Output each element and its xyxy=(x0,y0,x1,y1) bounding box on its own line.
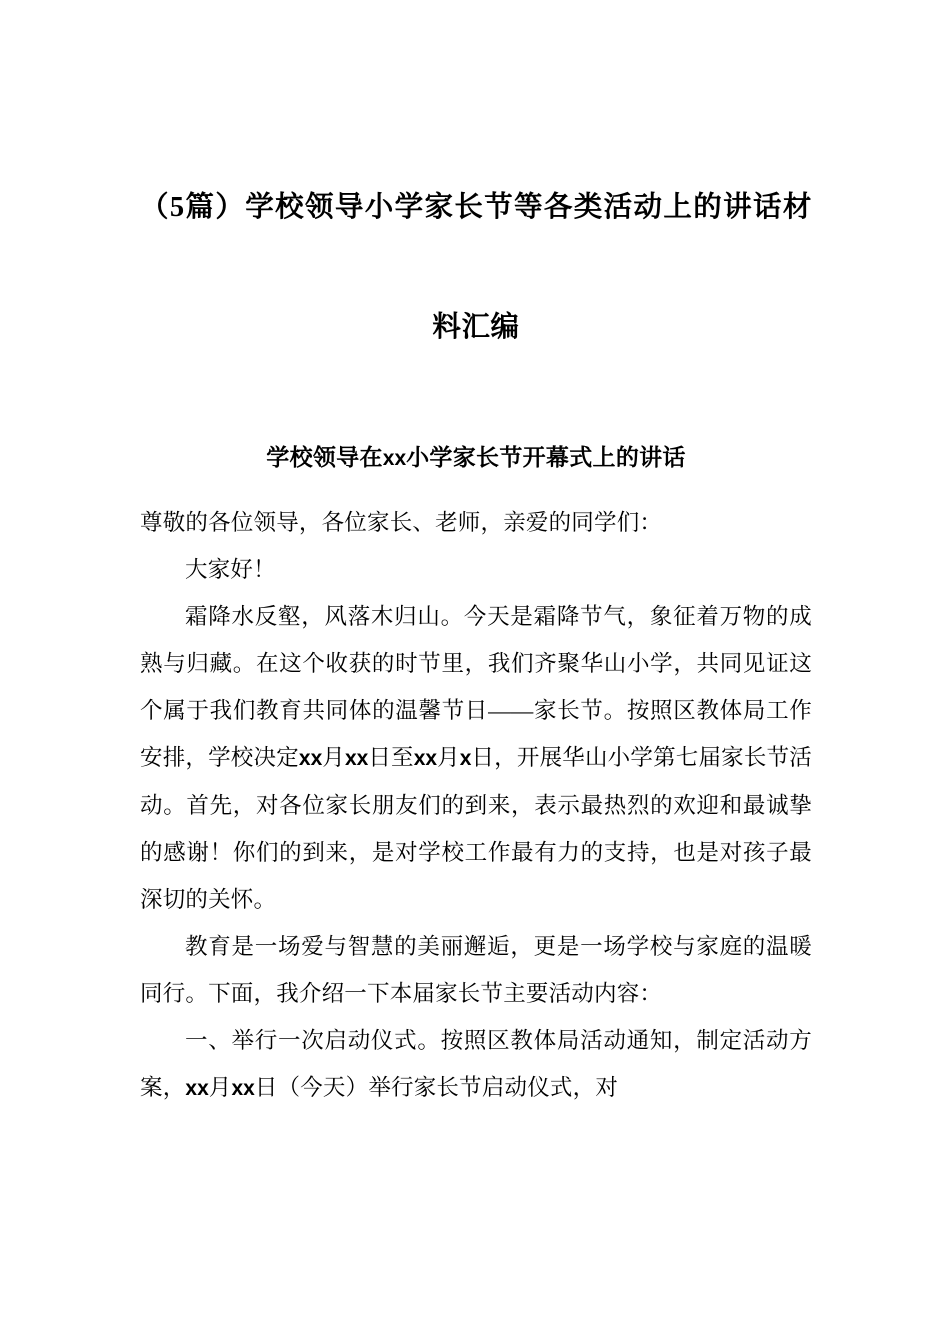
text-run: 霜降水反壑，风落木归山。今天是霜降节气，象征着万物的成熟与归藏。在这个收获的时节里，我们齐聚华山小学，共同见证这个属于我们教育共同体的温馨节日——家长节。按照区教体局工作安排，学校决定 xyxy=(140,604,812,770)
paragraph-salutation: 尊敬的各位领导，各位家长、老师，亲爱的同学们： xyxy=(140,510,663,535)
section-heading-placeholder: xx xyxy=(382,447,407,470)
text-run: 日（今天）举行家长节启动仪式，对 xyxy=(254,1075,619,1100)
text-run: 月 xyxy=(208,1075,232,1100)
placeholder-token: xx xyxy=(344,747,369,770)
text-run: 一、举行一次启动仪式。按照区教体局活动通知，制定活动方案， xyxy=(140,1028,812,1100)
text-run: 日，开展华山小学第七届家长节活动。首先，对各位家长朋友们的到来，表示最热烈的欢迎和最诚挚的感谢！你们的到来，是对学校工作最有力的支持，也是对孩子最深切的关怀。 xyxy=(140,745,812,912)
placeholder-token: xx xyxy=(298,747,323,770)
section-heading-prefix: 学校领导在 xyxy=(266,445,383,470)
text-run: 月 xyxy=(322,745,345,770)
page-title: （5篇）学校领导小学家长节等各类活动上的讲话材料汇编 xyxy=(140,192,812,343)
paragraph-opening xyxy=(140,593,812,923)
placeholder-token: x xyxy=(459,747,472,770)
placeholder-token: xx xyxy=(413,747,438,770)
placeholder-token: xx xyxy=(185,1077,209,1100)
document-body xyxy=(140,499,812,1112)
paragraph-item-one xyxy=(140,1017,812,1112)
paragraph-greeting: 大家好！ xyxy=(185,557,276,582)
document-content xyxy=(140,0,812,1112)
paragraph-transition: 教育是一场爱与智慧的美丽邂逅，更是一场学校与家庭的温暖同行。下面，我介绍一下本届家长节主要活动内容： xyxy=(140,934,812,1006)
section-heading xyxy=(140,388,812,482)
text-run: 日至 xyxy=(368,745,414,770)
placeholder-token: xx xyxy=(231,1077,255,1100)
section-heading-suffix: 小学家长节开幕式上的讲话 xyxy=(406,445,686,470)
text-run: 月 xyxy=(437,745,460,770)
